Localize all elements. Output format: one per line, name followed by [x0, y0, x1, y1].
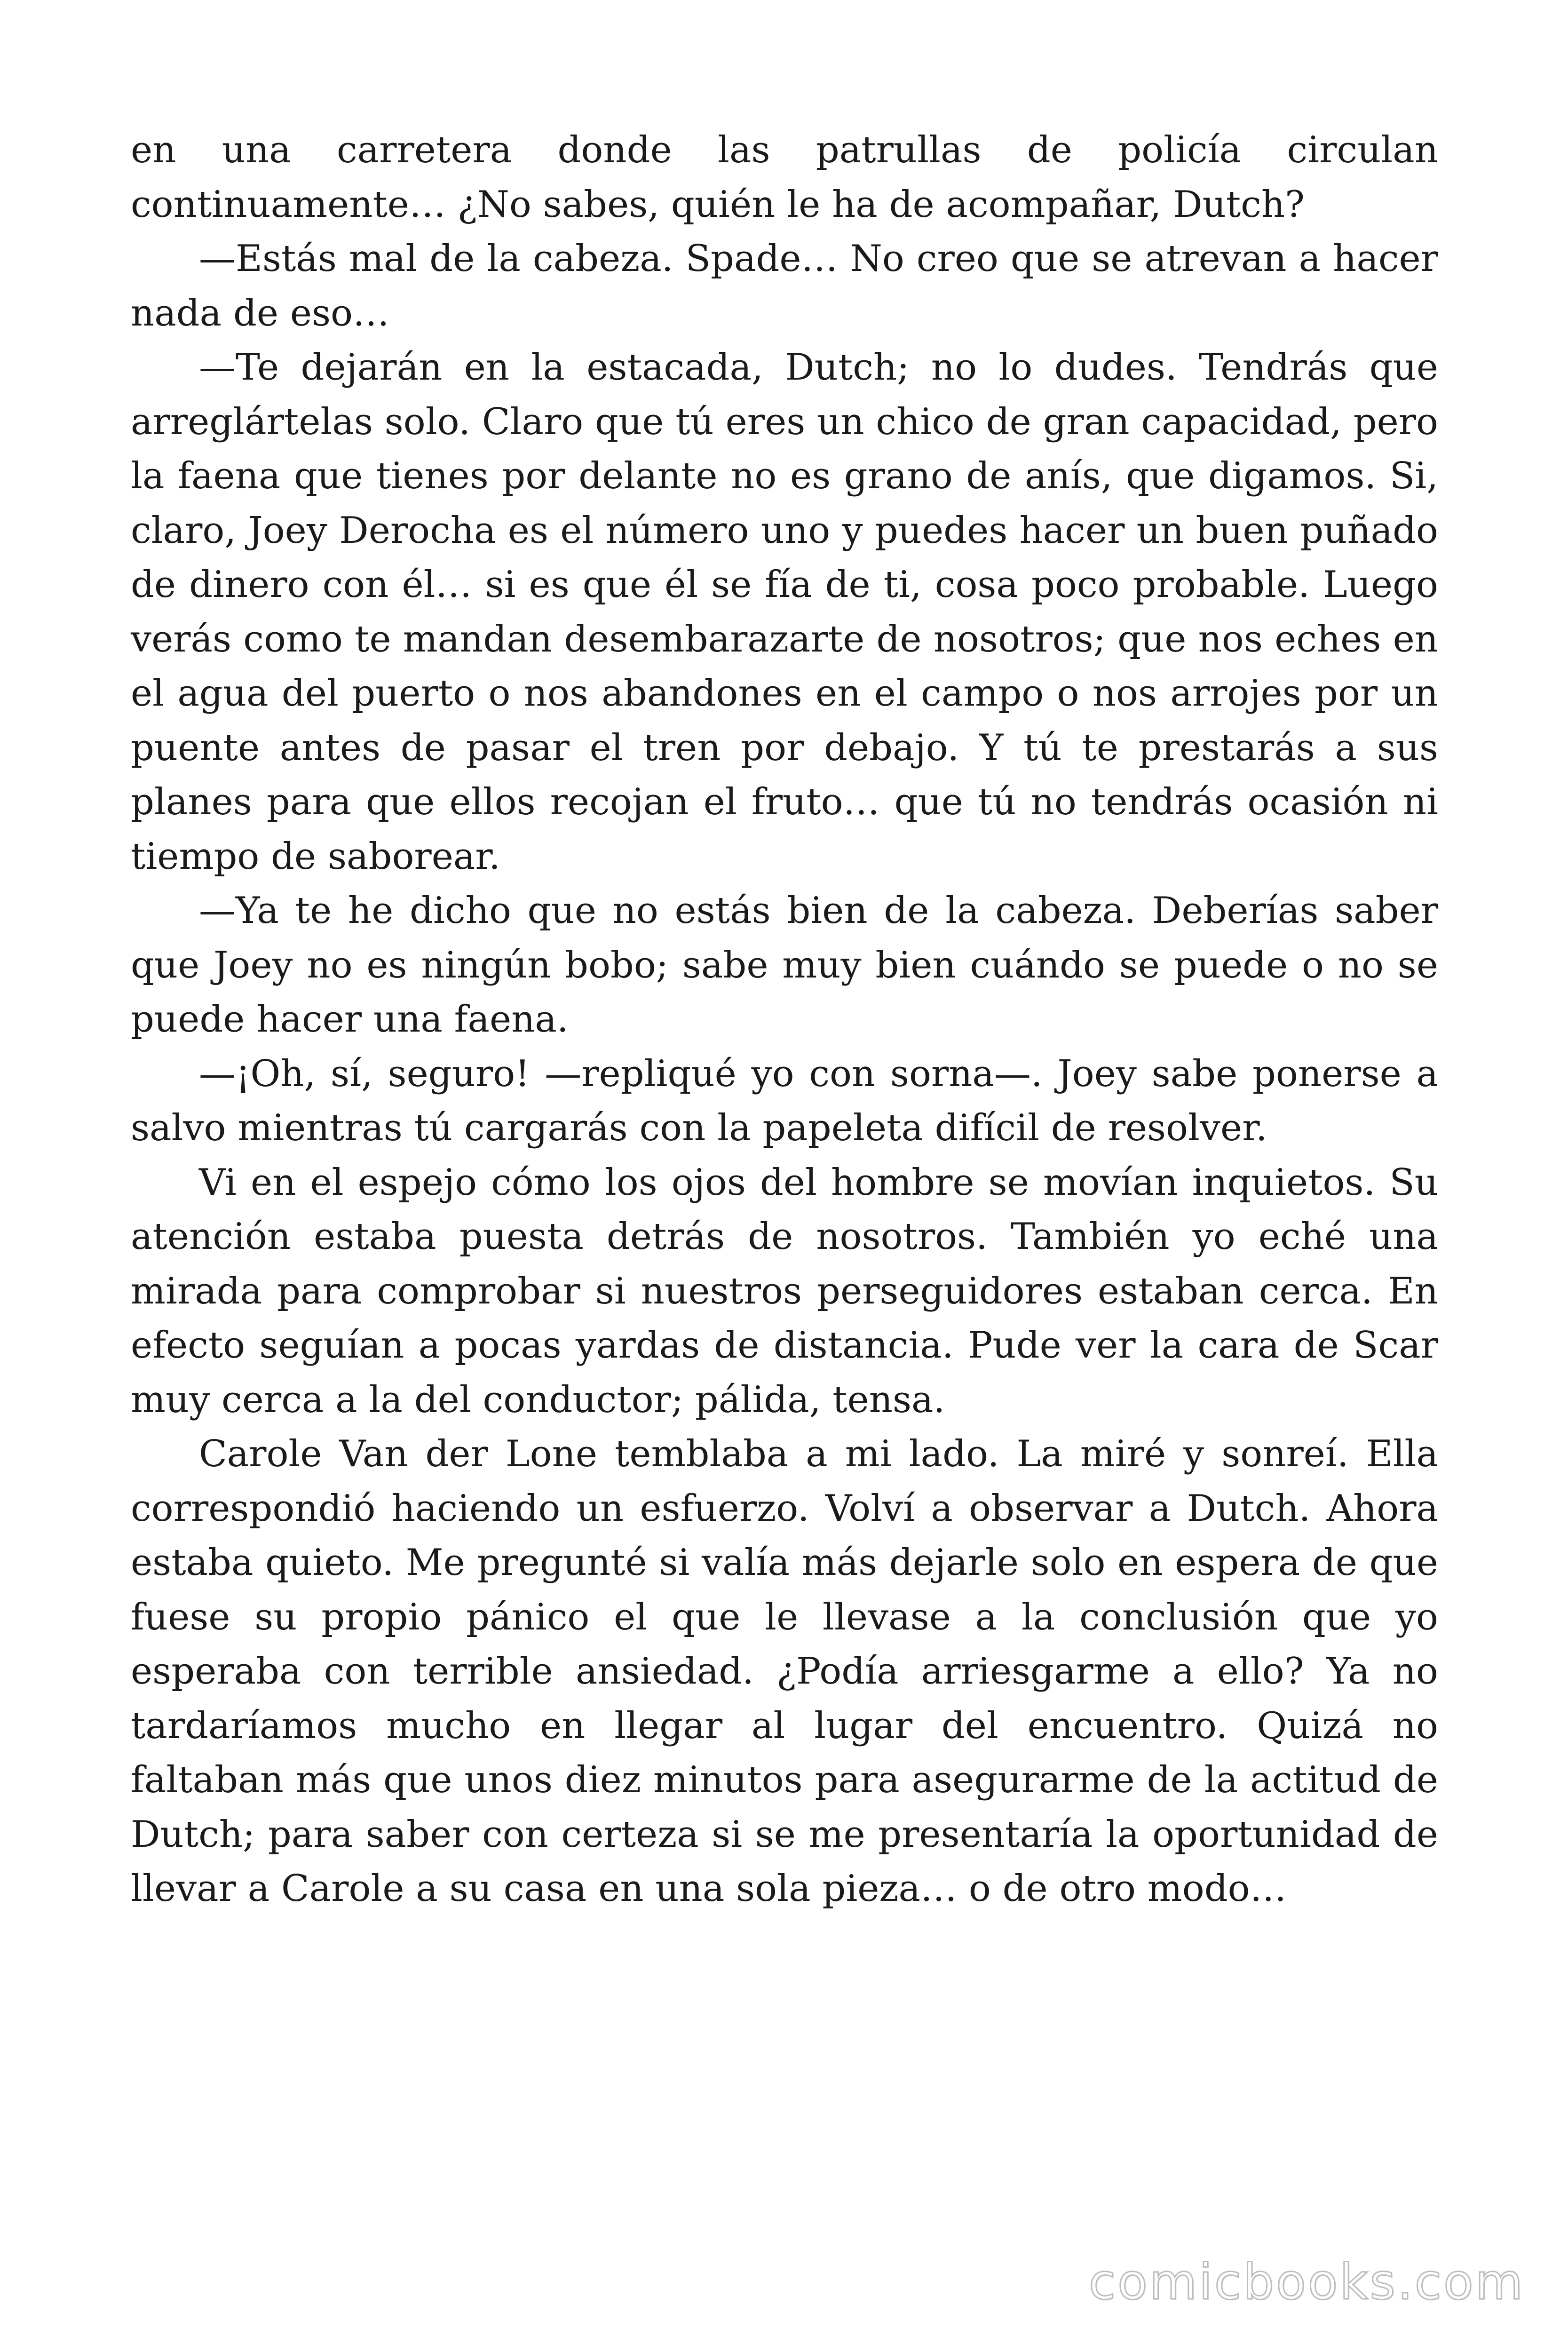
paragraph-continuation: en una carretera donde las patrullas de policía circulan continuamente… ¿No sabes, quién le ha de acompañar, Dutch? — [131, 129, 1438, 226]
page-body-text — [131, 123, 1438, 1916]
paragraph-dialogue-dutch-1: —Estás mal de la cabeza. Spade… No creo que se atrevan a hacer nada de eso… — [131, 238, 1438, 334]
paragraph-dialogue-dutch-2: —Ya te he dicho que no estás bien de la cabeza. Deberías saber que Joey no es ningún bobo; sabe muy bien cuándo se puede o no se puede hacer una faena. — [131, 890, 1438, 1041]
paragraph-narration-carole: Carole Van der Lone temblaba a mi lado. La miré y sonreí. Ella correspondió haciendo un esfuerzo. Volví a observar a Dutch. Ahora estaba quieto. Me pregunté si valía más dejarle solo en espera de que fuese su propio pánico el que le llevase a la conclusión que yo esperaba con terrible ansiedad. ¿Podía arriesgarme a ello? Ya no tardaríamos mucho en llegar al lugar del encuentro. Quizá no faltaban más que unos diez minutos para asegurarme de la actitud de Dutch; para saber con certeza si se me presentaría la oportunidad de llevar a Carole a su casa en una sola pieza… o de otro modo… — [131, 1433, 1438, 1910]
site-watermark: comicbooks.com — [1088, 2253, 1525, 2311]
paragraph-narration-mirror: Vi en el espejo cómo los ojos del hombre se movían inquietos. Su atención estaba puesta detrás de nosotros. También yo eché una mirada para comprobar si nuestros perseguidores estaban cerca. En efecto seguían a pocas yardas de distancia. Pude ver la cara de Scar muy cerca a la del conductor; pálida, tensa. — [131, 1161, 1438, 1421]
paragraph-dialogue-spade-1: —Te dejarán en la estacada, Dutch; no lo dudes. Tendrás que arreglártelas solo. Claro que tú eres un chico de gran capacidad, pero la faena que tienes por delante no es grano de anís, que digamos. Si, claro, Joey Derocha es el número uno y puedes hacer un buen puñado de dinero con él… si es que él se fía de ti, cosa poco probable. Luego verás como te mandan desembarazarte de nosotros; que nos eches en el agua del puerto o nos abandones en el campo o nos arrojes por un puente antes de pasar el tren por debajo. Y tú te prestarás a sus planes para que ellos recojan el fruto… que tú no tendrás ocasión ni tiempo de saborear. — [131, 346, 1438, 878]
paragraph-dialogue-spade-2: —¡Oh, sí, seguro! —repliqué yo con sorna—. Joey sabe ponerse a salvo mientras tú cargarás con la papeleta difícil de resolver. — [131, 1052, 1438, 1149]
